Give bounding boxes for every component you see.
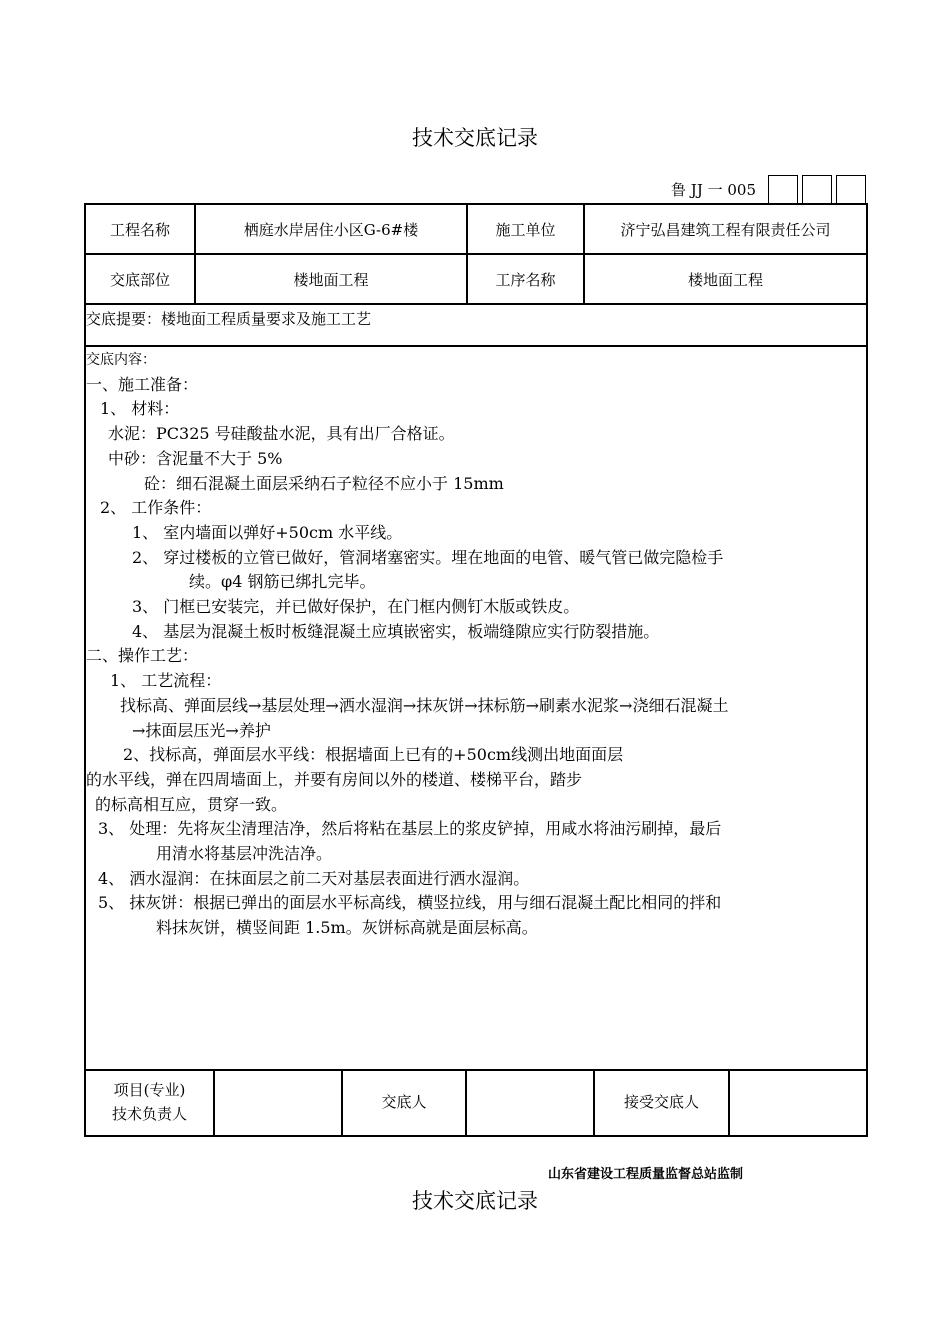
location-label: 交底部位 [85,254,195,304]
process-value: 楼地面工程 [584,254,867,304]
content-heading: 交底内容： [86,352,156,368]
tech-lead-signature-field[interactable] [214,1070,342,1136]
content-line: 3、 处理：先将灰尘清理洁净，然后将粘在基层上的浆皮铲掉，用咸水将油污刷掉，最后 [98,819,722,839]
tech-lead-label-line-2: 技术负责人 [111,1105,187,1124]
content-line: 2、找标高，弹面层水平线：根据墙面上已有的+50cm线测出地面面层 [123,745,624,765]
discloser-signature-field[interactable] [466,1070,594,1136]
content-line: 2、 穿过楼板的立管已做好，管洞堵塞密实。埋在地面的电管、暖气管已做完隐检手 [132,547,724,567]
contractor-value: 济宁弘昌建筑工程有限责任公司 [584,204,867,254]
contractor-label: 施工单位 [467,204,584,254]
receiver-signature-field[interactable] [729,1070,867,1136]
section-1-heading: 一、施工准备： [86,374,199,394]
tech-lead-label [85,1070,214,1136]
code-box-3 [836,175,866,204]
content-line: 的水平线，弹在四周墙面上，并要有房间以外的楼道、楼梯平台，踏步 [86,769,583,789]
project-name-label: 工程名称 [85,204,195,254]
content-line: 2、 工作条件： [100,498,212,518]
supervisor-footer: 山东省建设工程质量监督总站监制 [548,1167,744,1182]
content-line: 3、 门框已安装完，并已做好保护，在门框内侧钉木版或铁皮。 [132,597,580,617]
content-line: 料抹灰饼，横竖间距 1.5m。灰饼标高就是面层标高。 [156,918,538,938]
content-line: 续。φ4 钢筋已绑扎完毕。 [189,572,376,592]
next-page-title: 技术交底记录 [412,1189,538,1213]
location-value: 楼地面工程 [195,254,467,304]
content-line: 的标高相互应，贯穿一致。 [95,794,288,814]
disclosure-content [85,346,867,1070]
content-line: 1、 室内墙面以弹好+50cm 水平线。 [132,522,403,542]
content-line: 找标高、弹面层线→基层处理→洒水湿润→抹灰饼→抹标筋→刷素水泥浆→浇细石混凝土 [120,695,729,715]
content-line: 5、 抹灰饼：根据已弹出的面层水平标高线，横竖拉线，用与细石混凝土配比相同的拌和 [98,893,722,913]
disclosure-table [84,203,868,1071]
code-box-1 [768,175,798,204]
content-line: 中砂：含泥量不大于 5% [108,448,283,468]
code-box-2 [802,175,832,204]
project-name-value: 栖庭水岸居住小区G-6#楼 [195,204,467,254]
process-label: 工序名称 [467,254,584,304]
content-line: 4、 基层为混凝土板时板缝混凝土应填嵌密实，板端缝隙应实行防裂措施。 [132,621,660,641]
signature-table [84,1069,868,1137]
receiver-label: 接受交底人 [594,1070,729,1136]
content-line: 砼：细石混凝土面层采纳石子粒径不应小于 15mm [144,473,504,493]
disclosure-summary: 交底提要：楼地面工程质量要求及施工工艺 [85,304,867,346]
tech-lead-label-line-1: 项目(专业) [113,1081,186,1100]
form-code-row [671,174,866,204]
section-2-heading: 二、操作工艺： [86,646,199,666]
content-line: →抹面层压光→养护 [132,720,271,740]
content-line: 4、 洒水湿润：在抹面层之前二天对基层表面进行洒水湿润。 [98,868,530,888]
document-title: 技术交底记录 [412,126,538,150]
discloser-label: 交底人 [342,1070,466,1136]
content-line: 用清水将基层冲洗洁净。 [156,844,333,864]
content-line: 1、 材料： [100,399,180,419]
content-line: 1、 工艺流程： [110,671,222,691]
content-line: 水泥：PC325 号硅酸盐水泥，具有出厂合格证。 [108,424,455,444]
form-code: 鲁 JJ 一 005 [671,180,756,199]
